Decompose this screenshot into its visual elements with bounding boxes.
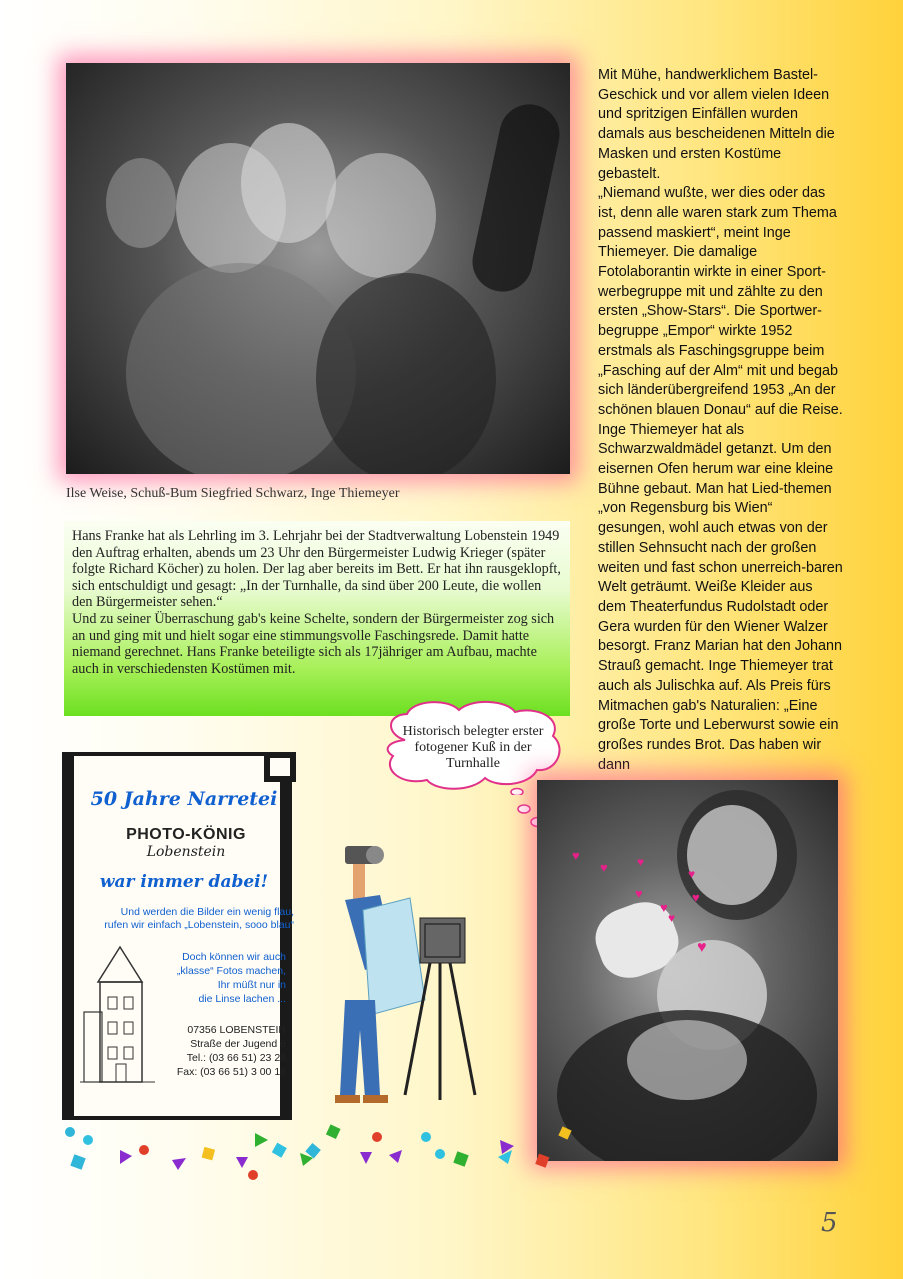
photo-carnival-trio [66,63,570,474]
ad-rhyme [70,906,294,932]
house-illustration-icon [80,942,160,1092]
ad-brand: PHOTO-KÖNIG [126,826,246,843]
ad-address-line: 07356 LOBENSTEIN [187,1024,286,1036]
svg-text:♥: ♥ [660,900,668,915]
story-paragraph: Hans Franke hat als Lehrling im 3. Lehrjahr bei der Stadtverwaltung Lobenstein 1949 den Auftrag erhalten, abends um 23 Uhr den Bürgermeister Ludwig Krieger (später folgte Richard Köcher) zu holen. Der lag aber bereits im Bett. Er hat ihn rausgeklopft, sich entschuldigt und gesagt: „In der Turnhalle, da sind über 200 Leute, die wollen den Bürgermeister sehen.“ [72,528,561,611]
article-column [598,66,843,775]
svg-text:♥: ♥ [637,855,645,869]
svg-text:♥: ♥ [688,867,696,881]
cartoon-photographer-icon [325,840,485,1120]
ad-address [156,1023,286,1079]
svg-text:♥: ♥ [635,886,643,901]
svg-text:♥: ♥ [600,860,608,875]
story-box [64,521,570,716]
ad-promo-line: „klasse“ Fotos machen, [176,965,286,977]
ad-tagline: war immer dabei! [99,872,269,892]
svg-text:♥: ♥ [697,939,707,956]
photo-first-kiss [537,780,838,1161]
film-strip-left [66,756,74,1116]
ad-address-line: Tel.: (03 66 51) 23 28 [186,1052,286,1064]
ad-address-line: Fax: (03 66 51) 3 00 18 [176,1066,286,1078]
photo-koenig-ad [62,752,292,1120]
ad-promo-line: Ihr müßt nur in [217,979,286,991]
ad-promo-line: die Linse lachen ... [198,993,286,1005]
page-number: 5 [821,1208,838,1238]
ad-promo-line: Doch können wir auch [182,951,286,963]
ad-rhyme-line: rufen wir einfach „Lobenstein, sooo blau“ [104,919,294,931]
ad-rhyme-line: Und werden die Bilder ein wenig flau, [120,906,294,918]
story-paragraph: Und zu seiner Überraschung gab's keine Schelte, sondern der Bürgermeister zog sich an und ging mit und hielt sogar eine stimmungsvolle Faschingsrede. Damit hatte niemand gerechnet. Hans Franke beteiligte sich als 17jähriger am Aufbau, machte auch in verschiedensten Kostümen mit. [72,610,555,677]
photo-caption: Ilse Weise, Schuß-Bum Siegfried Schwarz, Inge Thiemeyer [66,486,400,501]
svg-text:♥: ♥ [692,890,700,905]
ad-promo [156,950,286,1006]
column-paragraph: „Niemand wußte, wer dies oder das ist, denn alle waren stark zum Thema passend maskiert“, meint Inge Thiemeyer. Die damalige Fotolaborantin wirkte in einer Sport-werbegruppe mit und zählte zu den ersten „Show-Stars“. Die Sportwer-begruppe „Empor“ wirkte 1952 erstmals als Faschingsgruppe beim „Fasching auf der Alm“ mit und begab sich länderübergreifend 1953 „An der schönen blauen Donau“ auf die Reise. Inge Thiemeyer hat als Schwarzwaldmädel getanzt. Um den eisernen Ofen herum war eine kleine Bühne gebaut. Man hat Lied-themen „von Regensburg bis Wien“ gesungen, wohl auch etwas von der stillen Sehnsucht nach der großen weiten und fast schon unerreich-baren Welt geträumt. Weiße Kleider aus dem Theaterfundus Rudolstadt oder Gera wurden für den Wiener Walzer besorgt. Franz Marian hat den Johann Strauß gemacht. Inge Thiemeyer trat auch als Julischka auf. Als Preis fürs Mitmachen gab's Naturalien: „Eine große Torte und Leberwurst sowie ein großes rundes Brot. Das haben wir dann [598,185,843,773]
ad-brand-town: Lobenstein [146,844,226,860]
ad-headline: 50 Jahre Narretei [90,788,278,810]
column-paragraph: Mit Mühe, handwerklichem Bastel-Geschick und vor allem vielen Ideen und spritzigen Einfällen wurden damals aus bescheidenen Mitteln die Masken und ersten Kostüme gebastelt. [598,67,835,182]
speech-bubble-text: Historisch belegter erster fotogener Kuß in der Turnhalle [402,724,544,771]
svg-text:♥: ♥ [572,848,580,863]
ad-address-line: Straße der Jugend 6 [190,1038,286,1050]
svg-text:♥: ♥ [668,911,676,925]
